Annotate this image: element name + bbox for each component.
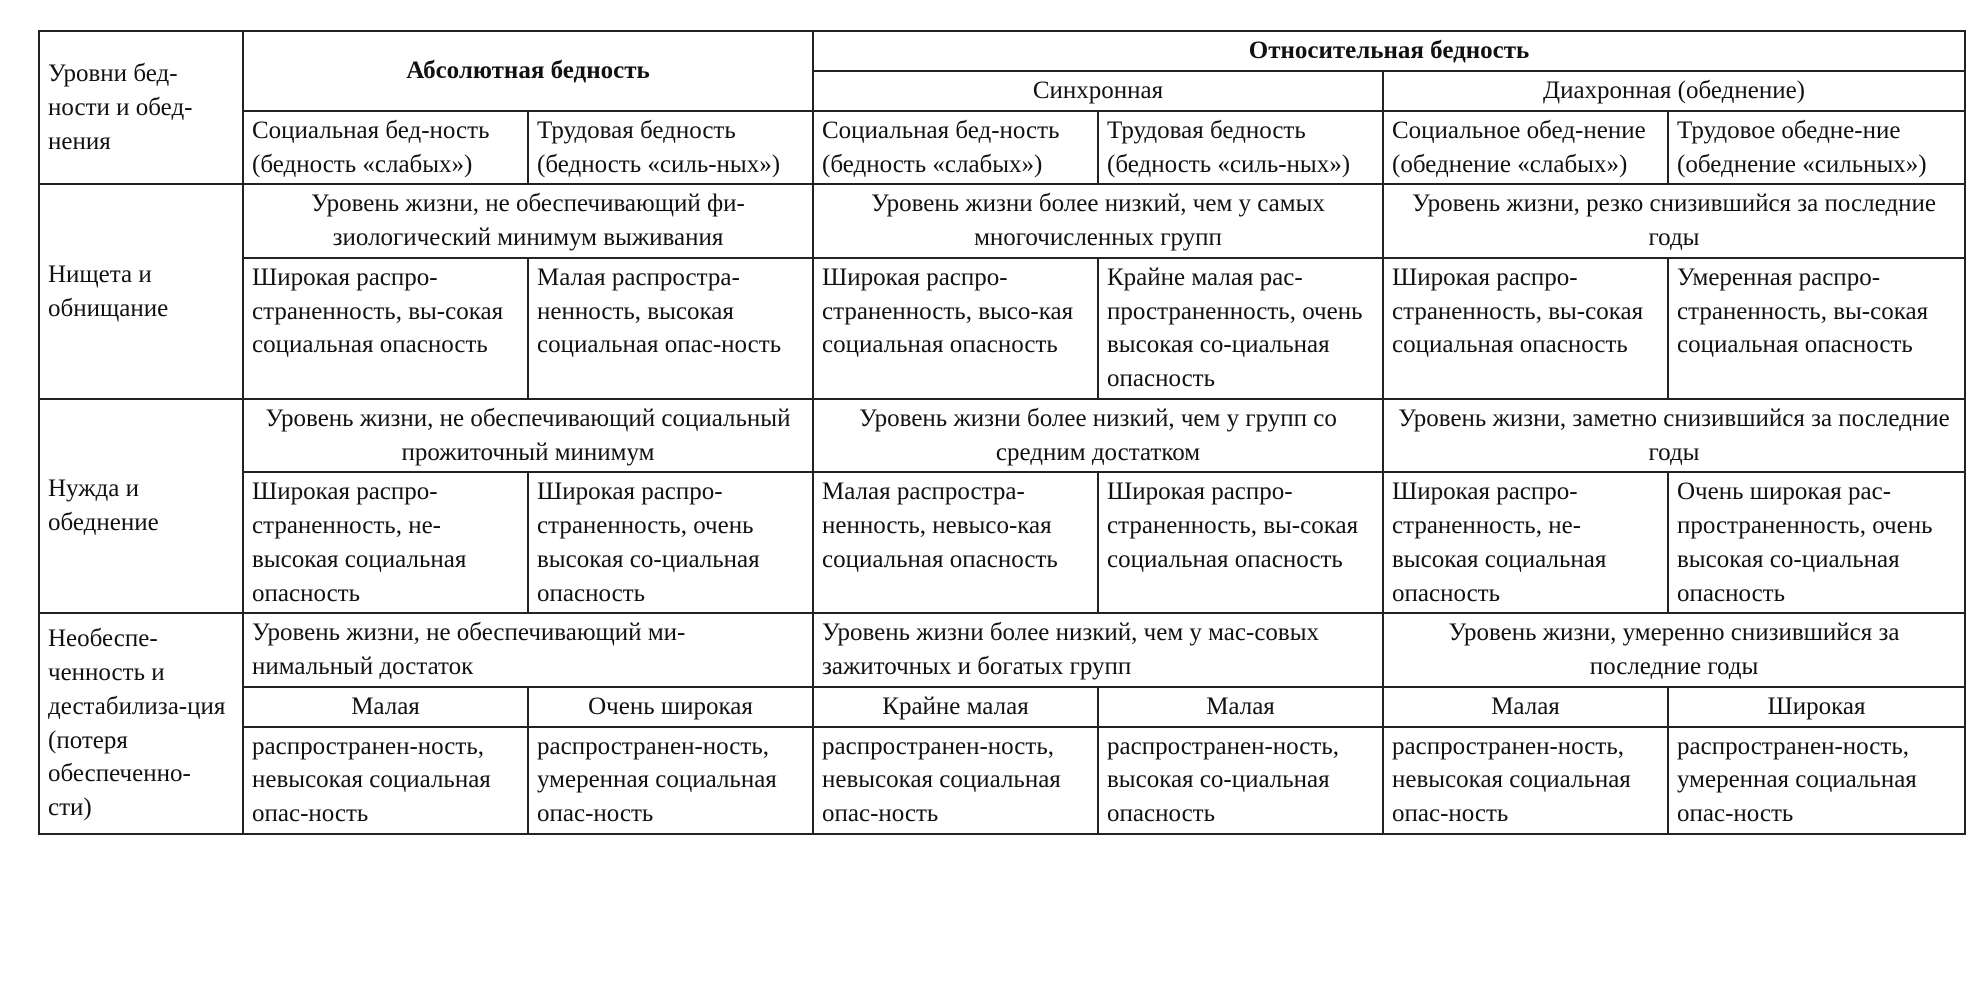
column-header: Трудовая бедность (бедность «силь-ных») [1098, 111, 1383, 185]
absolute-poverty-header: Абсолютная бедность [243, 31, 813, 111]
definition-cell: Уровень жизни более низкий, чем у мас-совых зажиточных и богатых групп [813, 613, 1383, 687]
synchronic-header: Синхронная [813, 71, 1383, 111]
table-cell: распространен-ность, умеренная социальная опас-ность [1668, 727, 1965, 834]
definition-cell: Уровень жизни, заметно снизившийся за последние годы [1383, 399, 1965, 473]
level-label: Необеспе-ченность и дестабилиза-ция (потеря обеспеченно-сти) [39, 613, 243, 834]
extent-label: Малая [1383, 687, 1668, 727]
table-cell: Умеренная распро-страненность, вы-сокая социальная опасность [1668, 258, 1965, 399]
table-cell: Широкая распро-страненность, очень высокая со-циальная опасность [528, 472, 813, 613]
extent-label: Малая [1098, 687, 1383, 727]
column-header: Социальное обед-нение (обеднение «слабых») [1383, 111, 1668, 185]
table-cell: Широкая распро-страненность, высо-кая социальная опасность [813, 258, 1098, 399]
extent-label: Крайне малая [813, 687, 1098, 727]
column-header: Социальная бед-ность (бедность «слабых») [813, 111, 1098, 185]
definition-cell: Уровень жизни более низкий, чем у групп со средним достатком [813, 399, 1383, 473]
relative-poverty-header: Относительная бедность [813, 31, 1965, 71]
table-cell: Широкая распро-страненность, вы-сокая социальная опасность [1383, 258, 1668, 399]
table-cell: Широкая распро-страненность, не-высокая социальная опасность [243, 472, 528, 613]
definition-cell: Уровень жизни, не обеспечивающий ми-нимальный достаток [243, 613, 813, 687]
diachronic-header: Диахронная (обеднение) [1383, 71, 1965, 111]
table-cell: распространен-ность, умеренная социальная опас-ность [528, 727, 813, 834]
table-cell: Крайне малая рас-пространенность, очень высокая со-циальная опасность [1098, 258, 1383, 399]
table-cell: Очень широкая рас-пространенность, очень высокая со-циальная опасность [1668, 472, 1965, 613]
corner-cell: Уровни бед-ности и обед-нения [39, 31, 243, 184]
definition-cell: Уровень жизни, резко снизившийся за последние годы [1383, 184, 1965, 258]
level-label: Нужда и обеднение [39, 399, 243, 614]
extent-label: Широкая [1668, 687, 1965, 727]
table-cell: Малая распростра-ненность, невысо-кая социальная опасность [813, 472, 1098, 613]
level-label: Нищета и обнищание [39, 184, 243, 399]
table-cell: распространен-ность, невысокая социальная опас-ность [243, 727, 528, 834]
table-cell: Широкая распро-страненность, вы-сокая социальная опасность [243, 258, 528, 399]
definition-cell: Уровень жизни, умеренно снизившийся за последние годы [1383, 613, 1965, 687]
column-header: Трудовое обедне-ние (обеднение «сильных») [1668, 111, 1965, 185]
definition-cell: Уровень жизни, не обеспечивающий фи-зиологический минимум выживания [243, 184, 813, 258]
extent-label: Очень широкая [528, 687, 813, 727]
definition-cell: Уровень жизни более низкий, чем у самых многочисленных групп [813, 184, 1383, 258]
table-cell: Широкая распро-страненность, вы-сокая социальная опасность [1098, 472, 1383, 613]
table-cell: Малая распростра-ненность, высокая социальная опас-ность [528, 258, 813, 399]
poverty-levels-table [38, 30, 1966, 835]
extent-label: Малая [243, 687, 528, 727]
definition-cell: Уровень жизни, не обеспечивающий социальный прожиточный минимум [243, 399, 813, 473]
table-cell: распространен-ность, невысокая социальная опас-ность [1383, 727, 1668, 834]
table-cell: распространен-ность, невысокая социальная опас-ность [813, 727, 1098, 834]
column-header: Социальная бед-ность (бедность «слабых») [243, 111, 528, 185]
table-cell: Широкая распро-страненность, не-высокая социальная опасность [1383, 472, 1668, 613]
column-header: Трудовая бедность (бедность «силь-ных») [528, 111, 813, 185]
poverty-table-page [38, 30, 1964, 835]
table-cell: распространен-ность, высокая со-циальная опасность [1098, 727, 1383, 834]
